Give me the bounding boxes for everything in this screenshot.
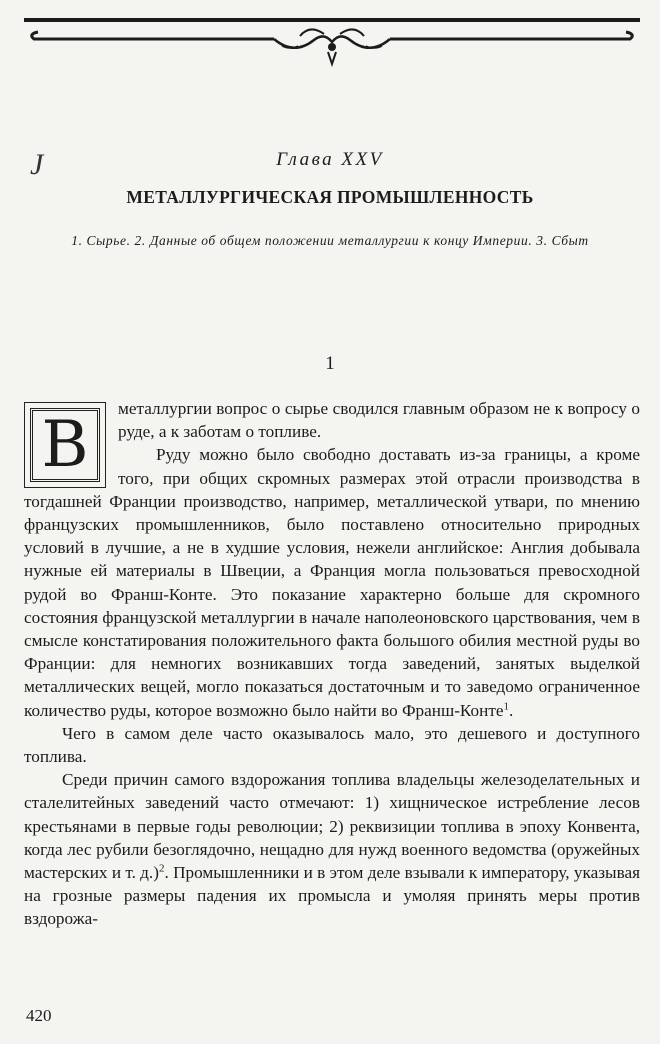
footnote-marker[interactable]: 1	[503, 699, 509, 712]
paragraph-text: . Промышленники и в этом деле взывали к императору, указывая на грозные размеры падения их промысла и умоляя принять меры против вздорожа-	[24, 863, 640, 929]
body-text	[24, 397, 640, 931]
chapter-label: Глава XXV	[276, 149, 384, 170]
page-number: 420	[26, 1006, 52, 1025]
footnote-marker[interactable]: 2	[158, 862, 165, 875]
corner-mark: Ј	[30, 148, 44, 181]
chapter-contents: 1. Сырье. 2. Данные об общем положении металлургии к концу Империи. 3. Сбыт	[71, 233, 589, 248]
header-ornament	[24, 16, 640, 68]
paragraph-text: Среди причин самого вздорожания топлива владельцы железоделательных и сталелитейных заведений часто отмечают: 1) хищническое истребление лесов крестьянами в первые годы революции; 2) реквизиции топлива в эпоху Конвента, когда лес рубили безоглядочно, нещадно для нужд военного ведомства (оружейных мастерских и т. д.)	[24, 770, 640, 883]
paragraph-text: металлургии вопрос о сырье сводился главным образом не к вопросу о руде, а к заботам о топливе.	[118, 399, 640, 442]
drop-cap-letter: В	[30, 408, 100, 482]
section-number: 1	[325, 353, 335, 374]
paragraph	[24, 722, 640, 768]
decorative-rule-ornament	[24, 16, 640, 68]
paragraph-text: Чего в самом деле часто оказывалось мало, это дешевого и доступного топлива.	[24, 723, 640, 767]
paragraph-text: Руду можно было свободно доставать из-за границы, а кроме того, при общих скромных размерах этой отрасли производства в тогдашней Франции производство, например, металлической утвари, по мнению французских промышленников, было поставлено относительно природных условий в лучшие, а не в худшие условия, нежели английское: Англия добывала нужные ей материалы в Швеции, а Франция могла пользоваться превосходной рудой во Франш-Конте. Это показание характерно больше для скромного состояния французской металлургии в начале наполеоновского царствования, чем в смысле констатирования положительного факта большого обилия местной руды во Франции: для немногих возникавших тогда заведений, занятых выделкой металлических вещей, могло показаться достаточным и то заведомо ограниченное количество руды, которое возможно было найти во Франш-Конте	[24, 445, 640, 720]
chapter-title: МЕТАЛЛУРГИЧЕСКАЯ ПРОМЫШЛЕННОСТЬ	[126, 187, 534, 207]
paragraph	[24, 397, 640, 443]
paragraph	[24, 768, 640, 930]
paragraph-text: .	[508, 700, 514, 720]
paragraph	[24, 443, 640, 721]
drop-cap	[24, 402, 106, 488]
